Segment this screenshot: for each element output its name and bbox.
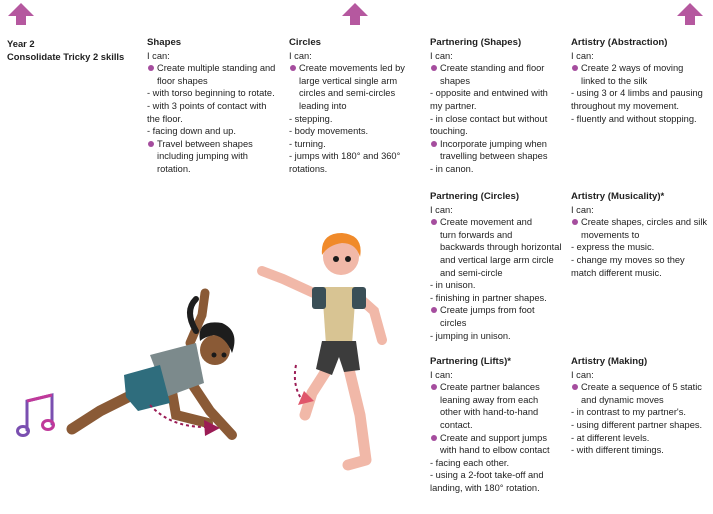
year-subtitle: Consolidate Tricky 2 skills bbox=[7, 50, 125, 62]
sub-item: landing, with 180° rotation. bbox=[430, 482, 540, 493]
sub-item: - using different partner shapes. bbox=[571, 419, 703, 430]
bullet-item: Create partner balances bbox=[430, 381, 568, 394]
section-title: Circles bbox=[289, 37, 321, 48]
section-partnering-lifts bbox=[430, 356, 568, 495]
section-shapes bbox=[147, 37, 282, 176]
bullet-item: Travel between shapes bbox=[147, 138, 282, 151]
sub-item: linked to the silk bbox=[581, 75, 648, 86]
section-lead: I can: bbox=[571, 50, 594, 61]
section-title: Artistry (Musicality)* bbox=[571, 191, 665, 202]
sub-item: - body movements. bbox=[289, 126, 369, 137]
sub-item: touching. bbox=[430, 126, 468, 137]
girl-dancer bbox=[72, 293, 234, 436]
sub-item: circles bbox=[440, 317, 467, 328]
dancers-illustration bbox=[0, 215, 400, 514]
sub-item: - in unison. bbox=[430, 280, 476, 291]
sub-item: - opposite and entwined with bbox=[430, 88, 548, 99]
sub-item: travelling between shapes bbox=[440, 151, 548, 162]
sub-item: turn forwards and bbox=[440, 229, 513, 240]
sub-item: - in canon. bbox=[430, 163, 474, 174]
sub-item: - jumps with 180° and 360° bbox=[289, 151, 401, 162]
sub-item: leaning away from each bbox=[440, 394, 539, 405]
sub-item: - with 3 points of contact with bbox=[147, 100, 267, 111]
bullet-item: Create shapes, circles and silk bbox=[571, 216, 711, 229]
up-arrow-icon bbox=[7, 2, 35, 26]
sub-item: other with hand-to-hand bbox=[440, 407, 539, 418]
section-title: Partnering (Lifts)* bbox=[430, 356, 512, 367]
section-title: Partnering (Circles) bbox=[430, 191, 520, 202]
sub-item: including jumping with bbox=[157, 151, 248, 162]
sub-item: large vertical single arm bbox=[299, 75, 398, 86]
sub-item: - at different levels. bbox=[571, 432, 650, 443]
bullet-item: Create movements led by bbox=[289, 62, 419, 75]
sub-item: throughout my movement. bbox=[571, 100, 679, 111]
section-lead: I can: bbox=[289, 50, 312, 61]
sub-item: match different music. bbox=[571, 267, 662, 278]
sub-item: with hand to elbow contact bbox=[440, 445, 550, 456]
section-title: Partnering (Shapes) bbox=[430, 37, 522, 48]
bullet-item: Create a sequence of 5 static bbox=[571, 381, 711, 394]
sub-item: - with torso beginning to rotate. bbox=[147, 88, 275, 99]
sub-item: and semi-circle bbox=[440, 267, 503, 278]
sub-item: - fluently and without stopping. bbox=[571, 113, 697, 124]
section-artistry-musicality bbox=[571, 191, 711, 279]
section-lead: I can: bbox=[571, 204, 594, 215]
sub-item: - using 3 or 4 limbs and pausing bbox=[571, 88, 703, 99]
sub-item: movements to bbox=[581, 229, 640, 240]
up-arrow-icon bbox=[341, 2, 369, 26]
sub-item: leading into bbox=[299, 100, 347, 111]
bullet-item: Create and support jumps bbox=[430, 432, 568, 445]
bullet-item: Create 2 ways of moving bbox=[571, 62, 711, 75]
sub-item: rotation. bbox=[157, 163, 191, 174]
sub-item: floor shapes bbox=[157, 75, 208, 86]
sub-item: - facing each other. bbox=[430, 457, 510, 468]
sub-item: backwards through horizontal bbox=[440, 242, 562, 253]
section-artistry-making bbox=[571, 356, 711, 457]
sub-item: contact. bbox=[440, 419, 473, 430]
section-artistry-abstraction bbox=[571, 37, 711, 125]
bullet-item: Incorporate jumping when bbox=[430, 138, 565, 151]
sub-item: rotations. bbox=[289, 163, 328, 174]
year-title: Year 2 bbox=[7, 38, 35, 49]
sub-item: my partner. bbox=[430, 100, 477, 111]
section-lead: I can: bbox=[147, 50, 170, 61]
section-lead: I can: bbox=[571, 369, 594, 380]
section-circles bbox=[289, 37, 419, 176]
up-arrow-icon bbox=[676, 2, 704, 26]
sub-item: the floor. bbox=[147, 113, 183, 124]
sub-item: - change my moves so they bbox=[571, 254, 685, 265]
boy-dancer bbox=[262, 233, 382, 465]
sub-item: circles and semi-circles bbox=[299, 88, 396, 99]
sub-item: - turning. bbox=[289, 138, 326, 149]
sub-item: and dynamic moves bbox=[581, 394, 664, 405]
bullet-item: Create jumps from foot bbox=[430, 304, 568, 317]
section-partnering-shapes bbox=[430, 37, 565, 176]
sub-item: shapes bbox=[440, 75, 470, 86]
sub-item: - jumping in unison. bbox=[430, 330, 511, 341]
music-note-icon bbox=[18, 395, 54, 436]
section-partnering-circles bbox=[430, 191, 568, 342]
year-heading bbox=[7, 38, 124, 64]
sub-item: - finishing in partner shapes. bbox=[430, 292, 547, 303]
sub-item: - facing down and up. bbox=[147, 126, 236, 137]
sub-item: - in contrast to my partner's. bbox=[571, 407, 686, 418]
bullet-item: Create movement and bbox=[430, 216, 568, 229]
sub-item: - with different timings. bbox=[571, 445, 664, 456]
sub-item: - express the music. bbox=[571, 242, 655, 253]
sub-item: - stepping. bbox=[289, 113, 333, 124]
section-title: Shapes bbox=[147, 37, 182, 48]
sub-item: - in close contact but without bbox=[430, 113, 548, 124]
section-title: Artistry (Abstraction) bbox=[571, 37, 668, 48]
sub-item: and vertical large arm circle bbox=[440, 254, 554, 265]
sub-item: - using a 2-foot take-off and bbox=[430, 470, 544, 481]
bullet-item: Create multiple standing and bbox=[147, 62, 282, 75]
section-lead: I can: bbox=[430, 369, 453, 380]
section-title: Artistry (Making) bbox=[571, 356, 648, 367]
section-lead: I can: bbox=[430, 50, 453, 61]
section-lead: I can: bbox=[430, 204, 453, 215]
bullet-item: Create standing and floor bbox=[430, 62, 565, 75]
